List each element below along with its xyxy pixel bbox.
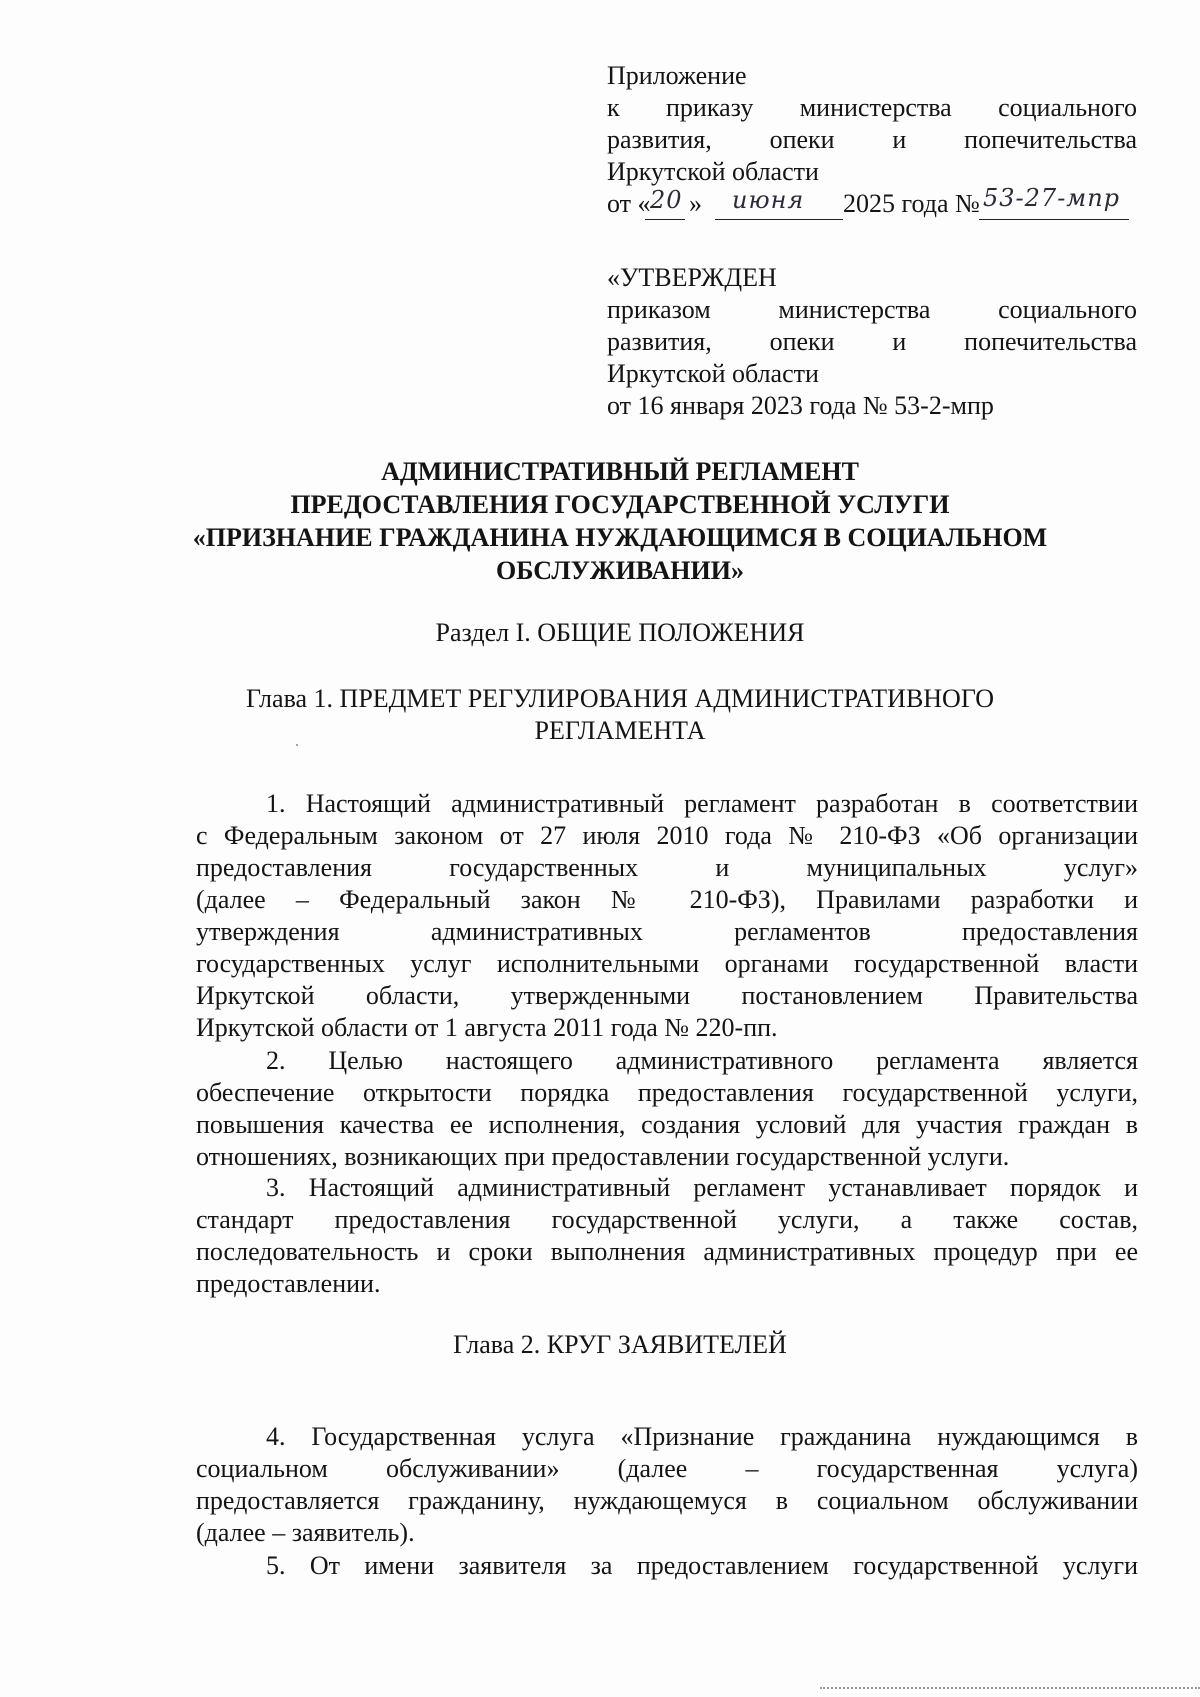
paragraph-line: с Федеральным законом от 27 июля 2010 года № 210-ФЗ «Об организации [196,821,1138,850]
date-close-quote: » [689,189,702,218]
paragraph-5 [196,1550,1138,1582]
approved-line: от 16 января 2023 года № 53-2-мпр [607,391,994,420]
appendix-line: Иркутской области [607,157,819,186]
paragraph-line: стандарт предоставления государственной услуги, а также состав, [196,1205,1138,1234]
approved-block [607,262,1137,422]
paragraph-line: предоставления государственных и муниципальных услуг» [196,853,1138,882]
document-title [190,455,1050,587]
chapter-heading [190,683,1050,747]
paragraph-line: 2. Целью настоящего административного регламента является [266,1046,1138,1075]
chapter-line: РЕГЛАМЕНТА [534,716,706,745]
date-prefix: от « [607,189,651,218]
paragraph-line: (далее – заявитель). [196,1518,415,1547]
paragraph-line: предоставляется гражданину, нуждающемуся в социальном обслуживании [196,1486,1138,1515]
paragraph-line: предоставлении. [196,1269,381,1298]
title-line: ОБСЛУЖИВАНИИ» [496,556,744,585]
appendix-block [607,60,1137,188]
chapter-heading: Глава 2. КРУГ ЗАЯВИТЕЛЕЙ [453,1330,787,1359]
chapter-line: Глава 1. ПРЕДМЕТ РЕГУЛИРОВАНИЯ АДМИНИСТРАТИВНОГО [245,684,994,713]
title-line: ПРЕДОСТАВЛЕНИЯ ГОСУДАРСТВЕННОЙ УСЛУГИ [290,490,950,519]
handwritten-day: 20 [650,186,683,214]
date-year-text: 2025 года № [843,189,980,218]
approved-line: развития, опеки и попечительства [607,327,1137,356]
section-heading: Раздел I. ОБЩИЕ ПОЛОЖЕНИЯ [435,618,805,647]
handwritten-order-number: 53-27-мпр [983,184,1121,212]
month-underline [715,219,843,220]
paragraph-line: социальном обслуживании» (далее – государственная услуга) [196,1454,1138,1483]
paragraph-line: отношениях, возникающих при предоставлении государственной услуги. [196,1142,1010,1171]
paragraph-2 [196,1045,1138,1173]
approved-line: Иркутской области [607,359,819,388]
paragraph-4 [196,1421,1138,1549]
paragraph-line: 5. От имени заявителя за предоставлением государственной услуги [266,1551,1138,1580]
approved-line: «УТВЕРЖДЕН [607,263,777,292]
paragraph-line: 3. Настоящий административный регламент устанавливает порядок и [266,1173,1138,1202]
approved-line: приказом министерства социального [607,295,1137,324]
paragraph-line: 4. Государственная услуга «Признание гражданина нуждающимся в [266,1422,1138,1451]
scan-edge-dots [820,1687,1200,1689]
day-underline [645,219,685,220]
paragraph-line: утверждения административных регламентов предоставления [196,917,1138,946]
paragraph-line: Иркутской области, утвержденными постановлением Правительства [196,981,1138,1010]
handwritten-month: июня [732,186,805,214]
paragraph-line: последовательность и сроки выполнения административных процедур при ее [196,1237,1138,1266]
scan-speck [296,744,298,746]
paragraph-line: повышения качества ее исполнения, создания условий для участия граждан в [196,1110,1138,1139]
title-line: «ПРИЗНАНИЕ ГРАЖДАНИНА НУЖДАЮЩИМСЯ В СОЦИАЛЬНОМ [192,523,1048,552]
appendix-line: к приказу министерства социального [607,93,1137,122]
paragraph-line: Иркутской области от 1 августа 2011 года № 220-пп. [196,1013,778,1042]
paragraph-line: обеспечение открытости порядка предоставления государственной услуги, [196,1078,1138,1107]
paragraph-line: 1. Настоящий административный регламент разработан в соответствии [266,789,1138,818]
paragraph-3 [196,1172,1138,1300]
paragraph-line: государственных услуг исполнительными органами государственной власти [196,949,1138,978]
paragraph-1 [196,788,1138,1044]
title-line: АДМИНИСТРАТИВНЫЙ РЕГЛАМЕНТ [381,457,859,486]
number-underline [979,219,1129,220]
appendix-line: Приложение [607,61,747,90]
paragraph-line: (далее – Федеральный закон № 210-ФЗ), Правилами разработки и [196,885,1138,914]
order-date-line [607,184,1167,228]
appendix-line: развития, опеки и попечительства [607,125,1137,154]
